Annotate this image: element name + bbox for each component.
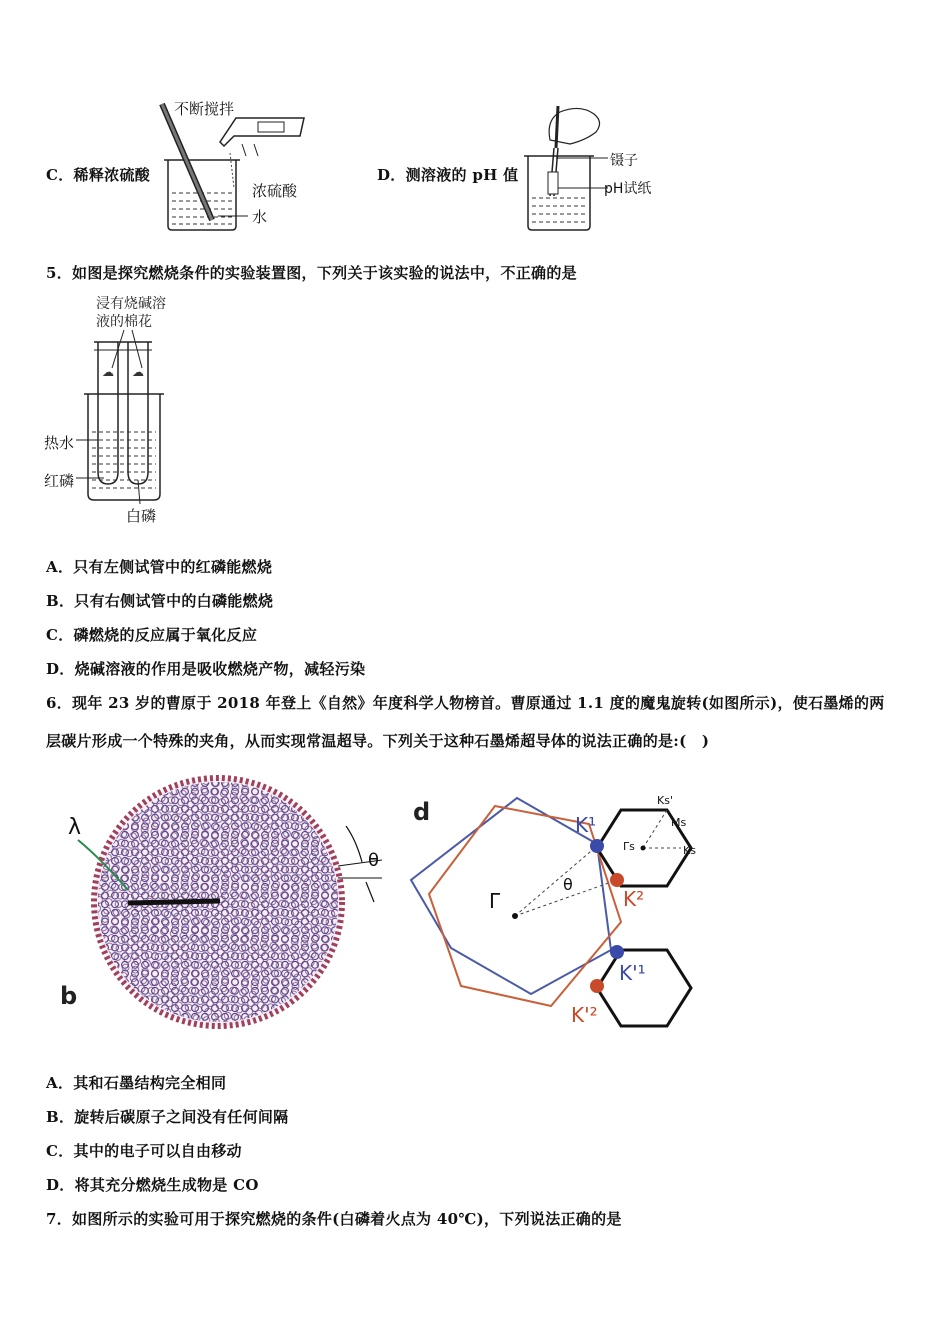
dilute-acid-figure bbox=[150, 98, 310, 238]
label-theta-b: θ bbox=[368, 850, 380, 871]
label-k-s: Ks bbox=[683, 844, 696, 857]
q6-stem-line1: 6．现年 23 岁的曹原于 2018 年登上《自然》年度科学人物榜首。曹原通过 1.1 度的魔鬼旋转(如图所示)，使石墨烯的两 bbox=[46, 694, 885, 712]
label-cotton-1: 浸有烧碱溶 bbox=[96, 296, 166, 312]
q6-option-b: B．旋转后碳原子之间没有任何间隔 bbox=[46, 1108, 289, 1126]
twisted-graphene-figure bbox=[50, 770, 400, 1050]
svg-text:☁: ☁ bbox=[102, 365, 114, 379]
option-c-q4: C．稀释浓硫酸 bbox=[46, 166, 151, 184]
q7-stem: 7．如图所示的实验可用于探究燃烧的条件(白磷着火点为 40℃)，下列说法正确的是 bbox=[46, 1210, 622, 1228]
q6-option-d: D．将其充分燃烧生成物是 CO bbox=[46, 1176, 259, 1194]
label-hot-water: 热水 bbox=[44, 434, 75, 452]
label-theta-d: θ bbox=[563, 875, 573, 894]
label-water: 水 bbox=[252, 208, 268, 226]
label-kp1: K'¹ bbox=[619, 961, 646, 985]
label-ph-paper: pH试纸 bbox=[604, 181, 652, 197]
label-kp2: K'² bbox=[571, 1003, 598, 1027]
label-conc-acid: 浓硫酸 bbox=[252, 182, 298, 200]
label-gamma: Γ bbox=[489, 889, 501, 913]
q5-stem: 5．如图是探究燃烧条件的实验装置图，下列关于该实验的说法中，不正确的是 bbox=[46, 264, 577, 282]
option-d-q4: D．测溶液的 pH 值 bbox=[377, 166, 519, 184]
label-white-p: 白磷 bbox=[126, 507, 157, 525]
label-k1: K¹ bbox=[575, 813, 597, 837]
label-lambda: λ bbox=[68, 815, 82, 840]
combustion-figure bbox=[40, 290, 200, 530]
panel-label-d: d bbox=[413, 798, 431, 826]
q5-option-c: C．磷燃烧的反应属于氧化反应 bbox=[46, 626, 258, 644]
svg-text:☁: ☁ bbox=[132, 365, 144, 379]
q5-option-d: D．烧碱溶液的作用是吸收燃烧产物，减轻污染 bbox=[46, 660, 366, 678]
panel-label-b: b bbox=[60, 982, 78, 1010]
q6-option-c: C．其中的电子可以自由移动 bbox=[46, 1142, 242, 1160]
label-cotton-2: 液的棉花 bbox=[96, 314, 152, 330]
label-k-s-prime: Ks' bbox=[657, 794, 673, 807]
q5-option-b: B．只有右侧试管中的白磷能燃烧 bbox=[46, 592, 274, 610]
brillouin-zone-figure bbox=[405, 780, 705, 1035]
label-red-p: 红磷 bbox=[44, 472, 75, 490]
ph-test-figure bbox=[520, 100, 610, 235]
label-tweezers: 镊子 bbox=[610, 153, 638, 169]
label-m-s: Ms bbox=[671, 816, 687, 829]
label-stir: 不断搅拌 bbox=[174, 100, 235, 118]
q5-option-a: A．只有左侧试管中的红磷能燃烧 bbox=[46, 558, 273, 576]
q6-stem-line2: 层碳片形成一个特殊的夹角，从而实现常温超导。下列关于这种石墨烯超导体的说法正确的是:( ) bbox=[46, 732, 710, 750]
label-gamma-s: Γs bbox=[623, 840, 635, 853]
label-k2: K² bbox=[623, 887, 645, 911]
q6-option-a: A．其和石墨结构完全相同 bbox=[46, 1074, 227, 1092]
